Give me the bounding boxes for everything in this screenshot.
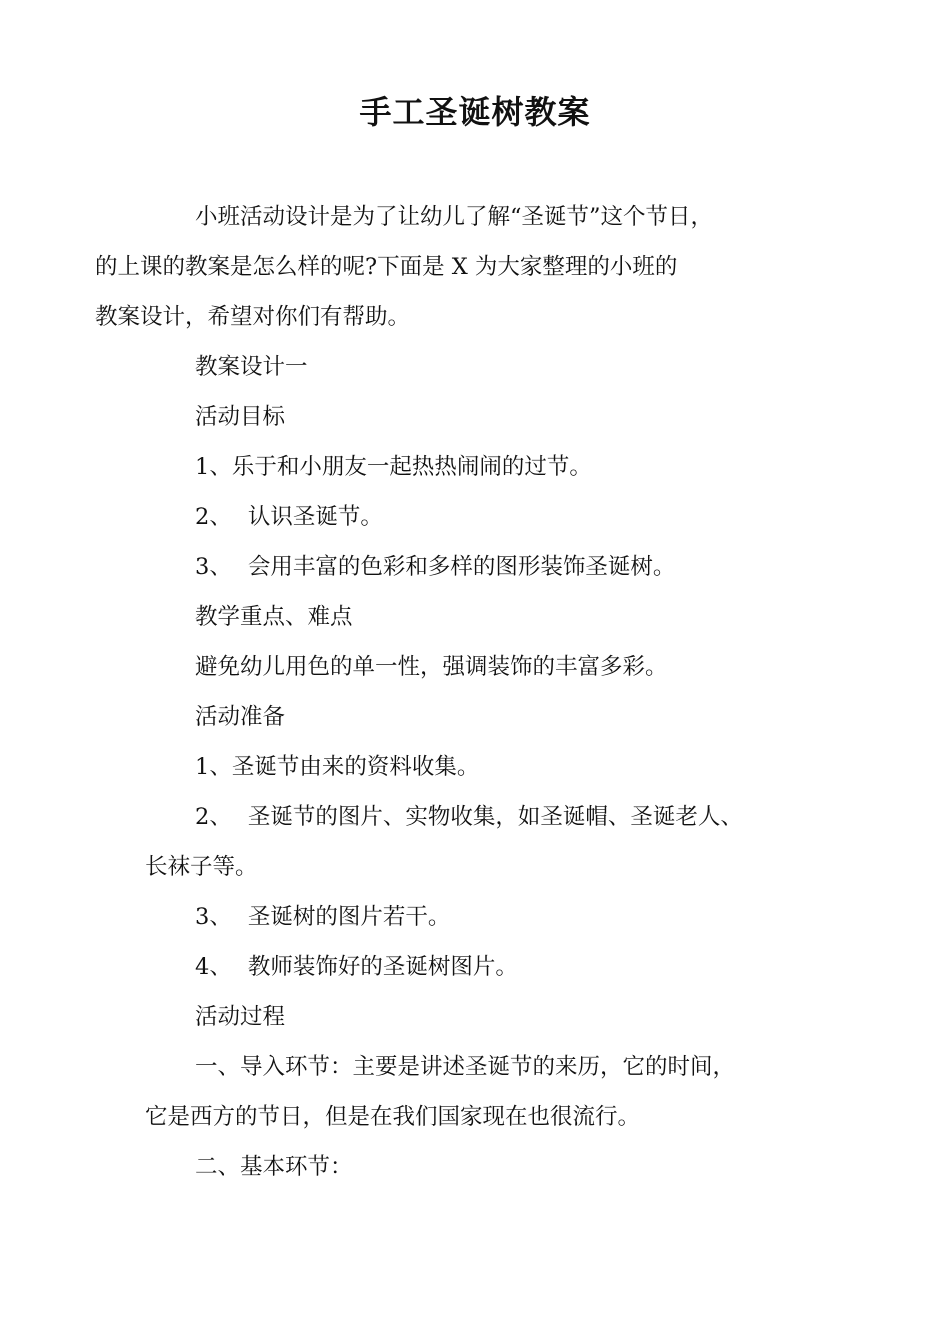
key-heading: 教学重点、难点 — [195, 604, 353, 630]
intro-line-1: 小班活动设计是为了让幼儿了解“圣诞节”这个节日， — [195, 204, 714, 230]
intro-line-3: 教案设计，希望对你们有帮助。 — [95, 304, 411, 330]
goal-item-1 — [145, 442, 807, 492]
prep-text-1: 圣诞节由来的资料收集。 — [231, 754, 480, 780]
intro-paragraph — [95, 192, 807, 342]
goal-item-3 — [145, 542, 807, 592]
process-step-2: 二、基本环节： — [195, 1154, 353, 1180]
prep-item-1 — [145, 742, 807, 792]
goal-number-2: 2、 — [195, 504, 232, 530]
document-title: 手工圣诞树教案 — [359, 93, 591, 131]
process-step-1-line-2: 它是西方的节日，但是在我们国家现在也很流行。 — [145, 1104, 641, 1130]
process-heading: 活动过程 — [195, 1004, 286, 1030]
prep-item-3 — [145, 892, 807, 942]
prep-item-4 — [145, 942, 807, 992]
goal-text-1: 乐于和小朋友一起热热闹闹的过节。 — [231, 454, 592, 480]
plan-heading: 教案设计一 — [195, 354, 308, 380]
goal-text-3: 会用丰富的色彩和多样的图形装饰圣诞树。 — [247, 554, 676, 580]
prep-number-4: 4、 — [195, 954, 232, 980]
goal-number-1: 1、 — [195, 454, 232, 480]
goals-heading: 活动目标 — [195, 404, 286, 430]
goal-item-2 — [145, 492, 807, 542]
prep-heading: 活动准备 — [195, 704, 286, 730]
prep-text-2: 圣诞节的图片、实物收集，如圣诞帽、圣诞老人、 — [247, 804, 743, 830]
prep-number-1: 1、 — [195, 754, 232, 780]
prep-text-3: 圣诞树的图片若干。 — [247, 904, 451, 930]
prep-number-3: 3、 — [195, 904, 232, 930]
document-body — [95, 192, 807, 1192]
process-step-1 — [145, 1042, 807, 1142]
prep-item-2-line-2: 长袜子等。 — [145, 854, 258, 880]
key-text: 避免幼儿用色的单一性，强调装饰的丰富多彩。 — [195, 654, 668, 680]
goal-number-3: 3、 — [195, 554, 232, 580]
prep-number-2: 2、 — [195, 804, 232, 830]
prep-item-2-line-1 — [145, 792, 807, 842]
intro-line-2: 的上课的教案是怎么样的呢?下面是 X 为大家整理的小班的 — [95, 254, 678, 280]
prep-text-4: 教师装饰好的圣诞树图片。 — [247, 954, 518, 980]
goal-text-2: 认识圣诞节。 — [247, 504, 383, 530]
prep-item-2 — [145, 792, 807, 892]
process-step-1-line-1: 一、导入环节：主要是讲述圣诞节的来历，它的时间， — [195, 1054, 736, 1080]
